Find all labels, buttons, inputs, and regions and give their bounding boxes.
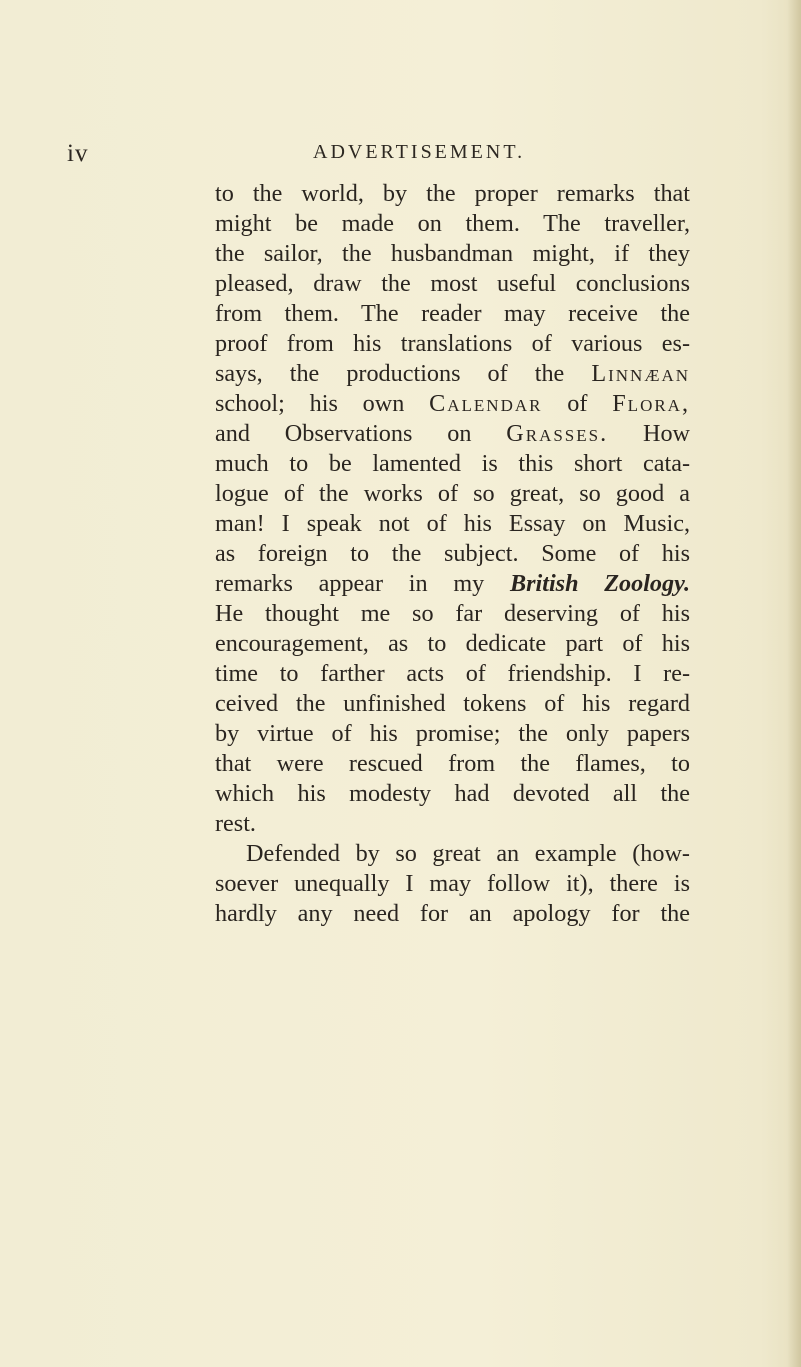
text-line: man! I speak not of his Essay on Music,: [215, 510, 690, 537]
text-line: remarks appear in my British Zoology.: [215, 570, 690, 597]
small-caps-title: Calendar: [429, 390, 543, 417]
small-caps-name: Linnæan: [591, 360, 691, 387]
body-text: [215, 179, 690, 929]
text-line: rest.: [215, 810, 256, 837]
text-line: school; his own Calendar of Flora,: [215, 390, 691, 417]
text-line: by virtue of his promise; the only papers: [215, 720, 690, 747]
text-line: time to farther acts of friendship. I re-: [215, 660, 690, 687]
text-line: much to be lamented is this short cata-: [215, 450, 690, 477]
text-line: the sailor, the husbandman might, if they: [215, 240, 690, 267]
text-line: might be made on them. The traveller,: [215, 210, 690, 237]
text-line: logue of the works of so great, so good a: [215, 480, 690, 507]
small-caps-title: Grasses.: [506, 420, 609, 447]
text-line: pleased, draw the most useful conclusions: [215, 270, 690, 297]
text-line: Defended by so great an example (how-: [246, 840, 690, 867]
text-line: says, the productions of the Linnæan: [215, 360, 691, 387]
text-line: and Observations on Grasses. How: [215, 420, 691, 447]
text-line: that were rescued from the flames, to: [215, 750, 690, 777]
text-line: as foreign to the subject. Some of his: [215, 540, 690, 567]
text-line: from them. The reader may receive the: [215, 300, 690, 327]
text-line: ceived the unfinished tokens of his regard: [215, 690, 690, 717]
text-line: He thought me so far deserving of his: [215, 600, 690, 627]
page-edge-shadow: [787, 0, 801, 1367]
text-line: proof from his translations of various es-: [215, 330, 690, 357]
running-head: ADVERTISEMENT.: [313, 141, 526, 163]
page-number: iv: [67, 140, 89, 167]
text-line: to the world, by the proper remarks that: [215, 180, 690, 207]
text-line: which his modesty had devoted all the: [215, 780, 690, 807]
text-line: soever unequally I may follow it), there is: [215, 870, 690, 897]
text-line: hardly any need for an apology for the: [215, 900, 690, 927]
italic-title: British Zoology.: [509, 570, 690, 597]
small-caps-title: Flora,: [612, 390, 691, 417]
text-line: encouragement, as to dedicate part of his: [215, 630, 690, 657]
